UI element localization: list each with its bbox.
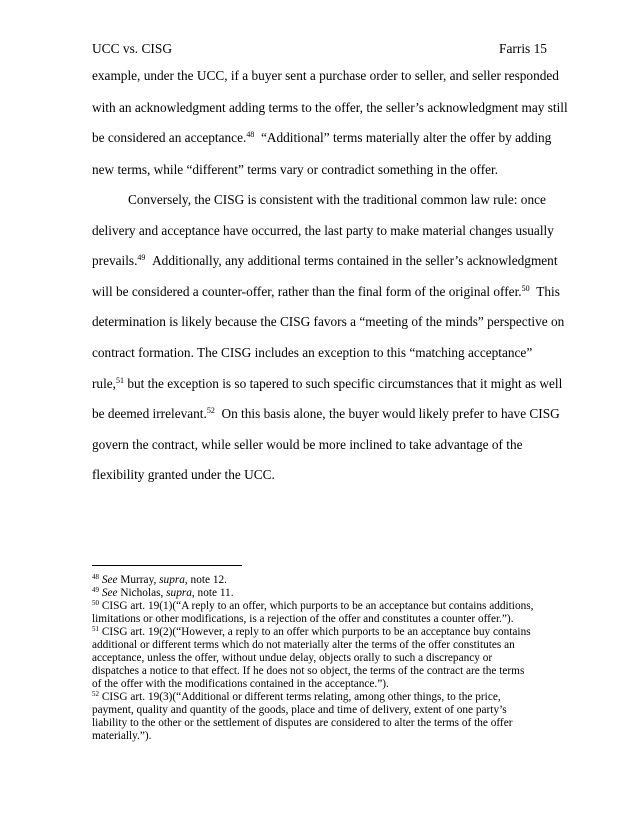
body-line: Conversely, the CISG is consistent with the traditional common law rule: once xyxy=(128,192,546,207)
footnote-ref[interactable]: 51 xyxy=(116,376,124,385)
footnote-51-cont: additional or different terms which do not materially alter the terms of the offer constitutes an xyxy=(92,639,515,651)
body-line: be deemed irrelevant.$^{52}$ On this basis alone, the buyer would likely prefer to have CISG xyxy=(92,406,560,421)
footnote-50-cont: limitations or other modifications, is a rejection of the offer and constitutes a counter offer.”). xyxy=(92,613,514,625)
body-line: example, under the UCC, if a buyer sent a purchase order to seller, and seller responded xyxy=(92,68,559,83)
body-line: flexibility granted under the UCC. xyxy=(92,467,275,482)
header-title: UCC vs. CISG xyxy=(92,41,172,56)
footnote-51-cont: dispatches a notice to that effect. If he does not so object, the terms of the contract are the terms xyxy=(92,665,525,677)
body-line: new terms, while “different” terms vary or contradict something in the offer. xyxy=(92,162,499,177)
body-line: contract formation. The CISG includes an exception to this “matching acceptance” xyxy=(92,345,533,360)
footnote-ref[interactable]: 48 xyxy=(246,130,255,139)
footnote-51-cont: acceptance, unless the offer, without undue delay, objects orally to such a discrepancy or xyxy=(92,652,493,664)
body-line: delivery and acceptance have occurred, the last party to make material changes usually xyxy=(92,223,554,238)
footnote-52: $^{52}$ CISG art. 19(3)(“Additional or different terms relating, among other things, to the price, xyxy=(92,690,501,703)
footnote-52-cont: materially.”). xyxy=(92,730,152,742)
footnote-52-cont: liability to the other or the settlement of disputes are considered to alter the terms of the offer xyxy=(92,717,513,729)
body-line: govern the contract, while seller would be more inclined to take advantage of the xyxy=(92,437,523,452)
footnote-51-cont: of the offer with the modifications contained in the acceptance.”). xyxy=(92,678,389,690)
footnote-51: $^{51}$ CISG art. 19(2)(“However, a reply to an offer which purports to be an acceptance buy contains xyxy=(92,625,531,638)
body-line: be considered an acceptance.$^{48}$ “Additional” terms materially alter the offer by adding xyxy=(92,130,552,145)
running-header xyxy=(92,41,547,61)
body-line: prevails.$^{49}$ Additionally, any additional terms contained in the seller’s acknowledgment xyxy=(92,253,558,268)
header-page-number: Farris 15 xyxy=(499,41,547,56)
footnote-ref[interactable]: 52 xyxy=(206,406,215,415)
body-line: with an acknowledgment adding terms to the offer, the seller’s acknowledgment may still xyxy=(92,100,568,115)
footnote-49: $^{49}$ See Nicholas, supra, note 11. xyxy=(92,586,234,599)
body-line: rule,$^{51}$ but the exception is so tapered to such specific circumstances that it might as well xyxy=(92,376,563,391)
body-line: determination is likely because the CISG favors a “meeting of the minds” perspective on xyxy=(92,314,565,329)
footnote-separator xyxy=(92,565,242,566)
body-line: will be considered a counter-offer, rather than the final form of the original offer.$^{50}$ This xyxy=(92,284,560,299)
footnote-48: $^{48}$ See Murray, supra, note 12. xyxy=(92,573,227,586)
footnote-52-cont: payment, quality and quantity of the goods, place and time of delivery, extent of one party’s xyxy=(92,704,507,716)
footnote-50: $^{50}$ CISG art. 19(1)(“A reply to an offer, which purports to be an acceptance but contains additions, xyxy=(92,599,534,612)
footnote-ref[interactable]: 49 xyxy=(137,253,146,262)
footnote-ref[interactable]: 50 xyxy=(521,284,530,293)
